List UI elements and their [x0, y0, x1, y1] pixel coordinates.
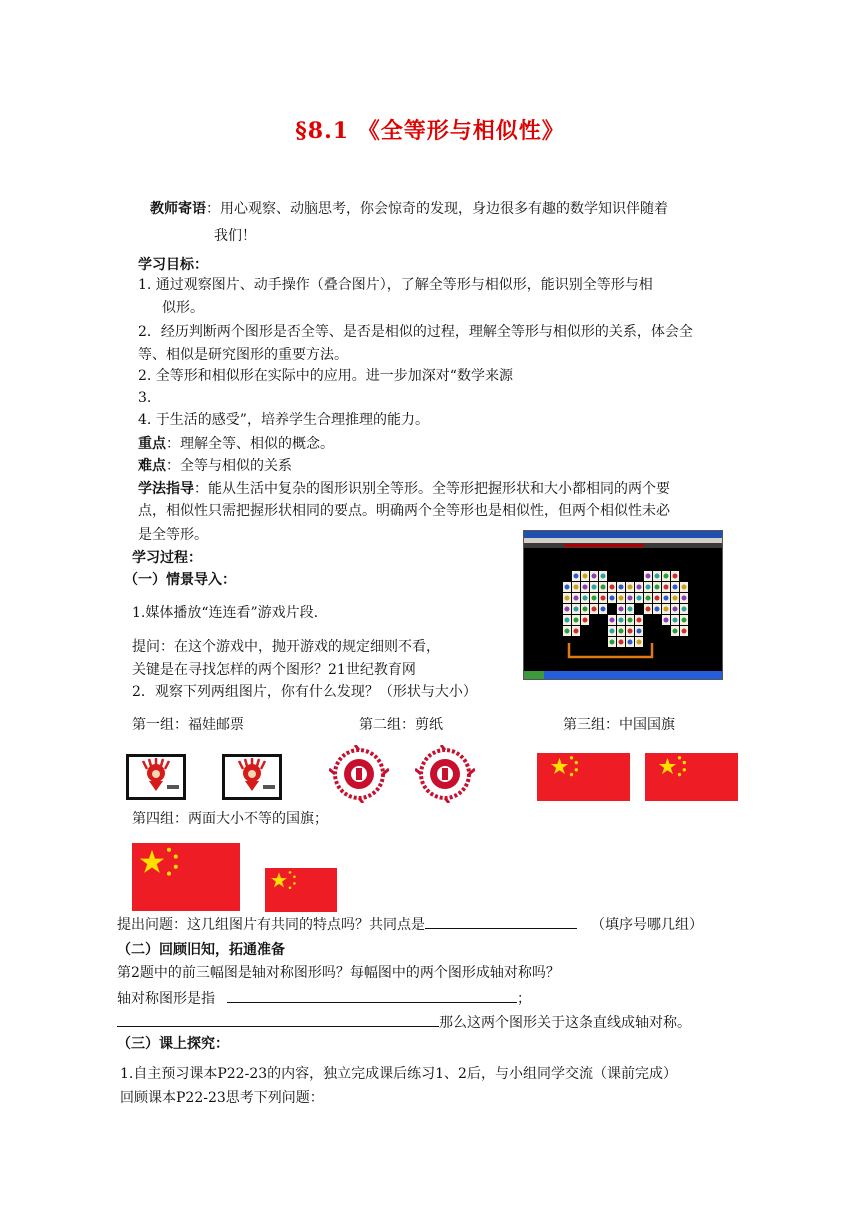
page-title: §8.1 《全等形与相似性》	[295, 118, 565, 144]
axis-symmetry-label: 轴对称图形是指	[117, 991, 215, 1007]
teacher-words-label: 教师寄语	[150, 201, 206, 217]
method-line2: 点，相似性只需把握形状相同的要点。明确两个全等形也是相似性，但两个相似性未必	[138, 503, 670, 519]
axis-symmetry-blank[interactable]	[227, 988, 517, 1003]
section1-heading: （一）情景导入：	[124, 572, 236, 588]
large-china-flag-image	[132, 843, 240, 911]
group2-label: 第二组：剪纸	[359, 717, 443, 733]
media-item: 1.媒体播放“连连看”游戏片段.	[132, 605, 319, 621]
fuwa-stamp-image	[222, 754, 282, 800]
question-line2: 关键是在寻找怎样的两个图形？21世纪教育网	[132, 662, 416, 678]
objectives-heading: 学习目标：	[138, 257, 208, 273]
method-line3: 是全等形。	[138, 527, 208, 543]
process-heading: 学习过程：	[132, 550, 202, 566]
method-label: 学法指导	[138, 481, 194, 497]
objective-line: 2. 全等形和相似形在实际中的应用。进一步加深对“数学来源	[138, 368, 513, 384]
objective-line: 1. 通过观察图片、动手操作（叠合图片），了解全等形与相似形，能识别全等形与相	[138, 277, 653, 293]
key-point-text: ：理解全等、相似的概念。	[166, 436, 334, 452]
fuwa-stamp-image	[126, 754, 186, 800]
semicolon: ；	[517, 991, 531, 1007]
question-text: 提出问题：这几组图片有共同的特点吗？共同点是	[117, 917, 425, 933]
section2-line1: 第2题中的前三幅图是轴对称图形吗？每幅图中的两个图形成轴对称吗？	[117, 965, 560, 981]
key-point	[138, 435, 334, 453]
symmetry-definition-blank[interactable]	[117, 1012, 439, 1027]
group1-label: 第一组：福娃邮票	[132, 717, 244, 733]
section3-line2: 回顾课本P22-23思考下列问题：	[120, 1090, 324, 1106]
china-flag-image	[645, 753, 738, 801]
china-flag-image	[537, 753, 630, 801]
difficulty-text: ：全等与相似的关系	[166, 458, 292, 474]
key-point-label: 重点	[138, 436, 166, 452]
objective-line: 似形。	[162, 300, 204, 316]
lianliankan-game-screenshot	[523, 530, 723, 680]
common-feature-question	[117, 914, 703, 934]
papercut-image	[415, 745, 475, 803]
section3-heading: （三）课上探究：	[117, 1036, 229, 1052]
question-tail: （填序号哪几组）	[591, 917, 703, 933]
method-line1	[138, 480, 670, 498]
observe-item: 2．观察下列两组图片，你有什么发现？（形状与大小）	[132, 684, 477, 700]
small-china-flag-image	[265, 868, 337, 912]
group4-label: 第四组：两面大小不等的国旗；	[132, 811, 328, 827]
section2-line3-text: 那么这两个图形关于这条直线成轴对称。	[439, 1015, 691, 1031]
group3-label: 第三组：中国国旗	[563, 717, 675, 733]
section2-line3	[117, 1012, 691, 1032]
teacher-words-line2: 我们！	[214, 228, 256, 244]
difficulty	[138, 457, 292, 475]
method-text: ：能从生活中复杂的图形识别全等形。全等形把握形状和大小都相同的两个要	[194, 481, 670, 497]
objective-line: 等、相似是研究图形的重要方法。	[138, 347, 348, 363]
papercut-image	[329, 745, 389, 803]
section2-line2	[117, 988, 531, 1008]
teacher-words-text: ：用心观察、动脑思考，你会惊奇的发现，身边很多有趣的数学知识伴随着	[206, 201, 668, 217]
difficulty-label: 难点	[138, 458, 166, 474]
answer-blank[interactable]	[425, 914, 577, 929]
question-line1: 提问：在这个游戏中，抛开游戏的规定细则不看，	[132, 639, 440, 655]
section2-heading: （二）回顾旧知，拓通准备	[117, 942, 285, 958]
objective-line: 2．经历判断两个图形是否全等、是否是相似的过程，理解全等形与相似形的关系，体会全	[138, 324, 693, 340]
section3-line1: 1.自主预习课本P22-23的内容，独立完成课后练习1、2后，与小组同学交流（课前完成）	[120, 1066, 677, 1082]
teacher-words-line1	[150, 200, 668, 218]
objective-line: 3.	[138, 390, 152, 406]
objective-line: 4. 于生活的感受”，培养学生合理推理的能力。	[138, 412, 429, 428]
